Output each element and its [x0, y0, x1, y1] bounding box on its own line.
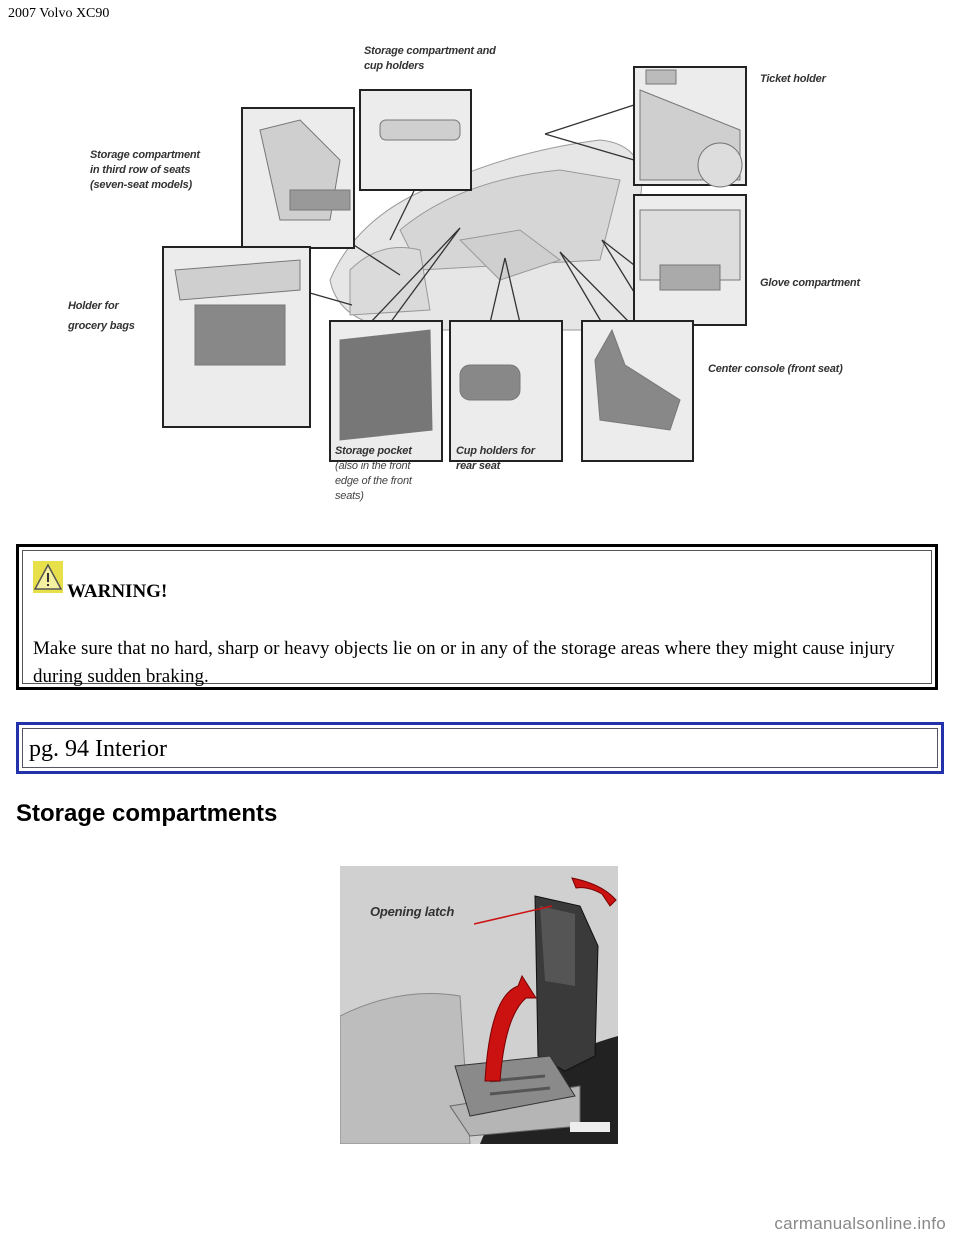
warning-title: WARNING! [67, 581, 168, 602]
warning-body: Make sure that no hard, sharp or heavy objects lie on or in any of the storage areas where they might cause injury during sudden braking. [33, 638, 895, 687]
storage-overview-diagram [0, 30, 960, 530]
label-opening-latch: Opening latch [370, 904, 455, 919]
warning-triangle-icon [33, 561, 63, 593]
label-grocery-bag-holder: Holder for grocery bags [68, 300, 135, 332]
label-storage-pocket: Storage pocket (also in the front edge of the front seats) [335, 445, 412, 502]
warning-box [16, 544, 938, 690]
watermark-footer: carmanualsonline.info [774, 1214, 946, 1233]
label-storage-cup-holders: Storage compartment and cup holders [364, 45, 496, 72]
page-reference: pg. 94 Interior [22, 728, 938, 768]
label-cup-holders-rear: Cup holders for rear seat [456, 445, 535, 472]
section-title: Storage compartments [16, 800, 278, 827]
label-third-row-storage: Storage compartment in third row of seats (seven-seat models) [90, 149, 200, 191]
page-reference-box [16, 722, 944, 774]
label-glove-compartment: Glove compartment [760, 277, 860, 289]
warning-inner [22, 550, 932, 687]
armrest-illustration [340, 866, 618, 1144]
document-header: 2007 Volvo XC90 [8, 6, 110, 21]
label-ticket-holder: Ticket holder [760, 73, 826, 85]
label-center-console: Center console (front seat) [708, 363, 843, 375]
